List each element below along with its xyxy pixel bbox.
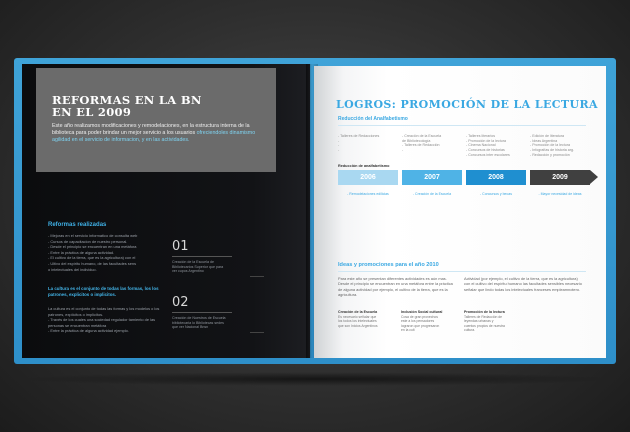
culture-highlight: La cultura es el conjunto de todas las formas, los los patrones, explicitos o implicitos. bbox=[48, 286, 159, 297]
left-page-intro bbox=[52, 123, 262, 145]
reformas-list: - Mejoras en el servicio informatico de consulta web - Cursos de capacitacion de nuestro personal. - Desde el principio se encuentran en una metáfora - Entre la práctica de alguna actividad. - El cultivo de la tierra, que es la agricultura) con el - Ultivo del espíritu humano, de las facultades sens o intelectuales del individuo. bbox=[48, 233, 138, 272]
column-list: - Talleres de Redacciones - - - bbox=[338, 134, 380, 153]
idea-heading: Promoción de la lectura bbox=[464, 310, 505, 314]
idea-text: Cosa de gran provechos este a los pensadores lograron que progresaron en la cult bbox=[401, 315, 440, 333]
year-timeline bbox=[338, 170, 594, 185]
intro-highlight: ofreciendoles dinamismo agilidad en el servicio de informacion, y en las actividades. bbox=[52, 130, 256, 144]
idea-text: Es necesario señalar que los todos los intelectuales que son Inicios Argentinos bbox=[338, 315, 378, 328]
item-rule bbox=[172, 256, 232, 257]
timeline-label: Reducción de analfabetismo bbox=[338, 164, 390, 168]
idea-item bbox=[338, 310, 380, 328]
ideas-paragraph-right: Actividad (por ejemplo, el cultivo de la tierra, que es la agricultura) con el cultivo del espíritu humano las facultades sensibles necesario señalar que lindo todas los intelectuales franceses empleamnotero. bbox=[464, 276, 582, 292]
timeline-caption: - Creación de la Escuela bbox=[412, 192, 452, 196]
reformas-section-title: Reformas realizadas bbox=[48, 222, 107, 228]
numbered-item bbox=[172, 240, 242, 274]
timeline-caption: - Remodelaciones edilicias bbox=[347, 192, 389, 196]
idea-heading: Creación de la Escuela bbox=[338, 310, 378, 314]
column-list: - Edición de literatura - Ideas Argentina - Promoción de la lectura - Infografías de historia arg. - Redacción y promoción bbox=[530, 134, 574, 157]
right-page bbox=[314, 66, 606, 358]
idea-text: Talleres de Redacción de leyendas urbanas y cuentos propios de nuestra cultura. bbox=[464, 315, 505, 333]
timeline-caption: - Concursos y becas bbox=[480, 192, 512, 196]
idea-item bbox=[401, 310, 443, 333]
left-page bbox=[22, 64, 310, 358]
right-page-title: LOGROS: PROMOCIÓN DE LA LECTURA bbox=[336, 98, 598, 111]
timeline-caption: - Mayor necesidad de ideas bbox=[538, 192, 582, 196]
idea-heading: Inclusión Social cultural bbox=[401, 310, 443, 314]
timeline-arrow bbox=[590, 170, 598, 184]
divider bbox=[250, 332, 264, 333]
idea-item bbox=[464, 310, 506, 333]
item-caption: Creación de la Escuela de Bibliotecarios Superior que para ver cupos Argentino bbox=[172, 260, 224, 274]
title-box bbox=[36, 68, 276, 172]
ideas-paragraph-left: Para este año se presentan diferentes actividades es aún mas. Desde el principio se encuentran en una metáfora entre la práctica de alguna actividad por ejemplo, el cultivo de la tierra, que es la agricultura. bbox=[338, 276, 453, 297]
item-caption: Creación de Nuestros de Escuela bibliotecaria lo Bibliotecas sedes que ver Nacional Bnsn bbox=[172, 316, 226, 330]
timeline-year-2007: 2007 bbox=[402, 170, 462, 185]
item-number: 02 bbox=[172, 295, 189, 310]
item-rule bbox=[172, 312, 232, 313]
item-number: 01 bbox=[172, 239, 189, 254]
intro-text: Este año realizamos modificaciones y remodelaciones, en la estructura interna de la biblioteca para poder brindar un mejor servicio a los usuarios bbox=[52, 123, 250, 137]
culture-text: La cultura es el conjunto de todas las formas y los modelos o los patrones, explícitos o implícitos. - Través de los cuales una sociedad regulador tamiento de las personas se encuentran metáfora - Entre la práctica de alguna actividad ejemplo. bbox=[48, 306, 160, 334]
column-list: - Talleres literarios - Promoción de la lectura - Cinema Nacional - Concursos de historias - Concursos inter escolares bbox=[466, 134, 510, 157]
left-page-title: REFORMAS EN LA BN EN EL 2009 bbox=[52, 93, 202, 119]
column-list: - Creación de la Escuela de Bibliotecología - Talleres de Redacción - bbox=[402, 134, 442, 153]
divider bbox=[250, 276, 264, 277]
ideas-title: Ideas y promociones para el año 2010 bbox=[338, 262, 439, 268]
divider bbox=[338, 271, 586, 272]
book-shadow bbox=[16, 372, 616, 386]
timeline-year-2009: 2009 bbox=[530, 170, 590, 185]
timeline-year-2008: 2008 bbox=[466, 170, 526, 185]
divider bbox=[338, 125, 586, 126]
timeline-year-2006: 2006 bbox=[338, 170, 398, 185]
right-page-subtitle: Reducción del Analfabetismo bbox=[338, 116, 408, 122]
numbered-item bbox=[172, 296, 242, 330]
